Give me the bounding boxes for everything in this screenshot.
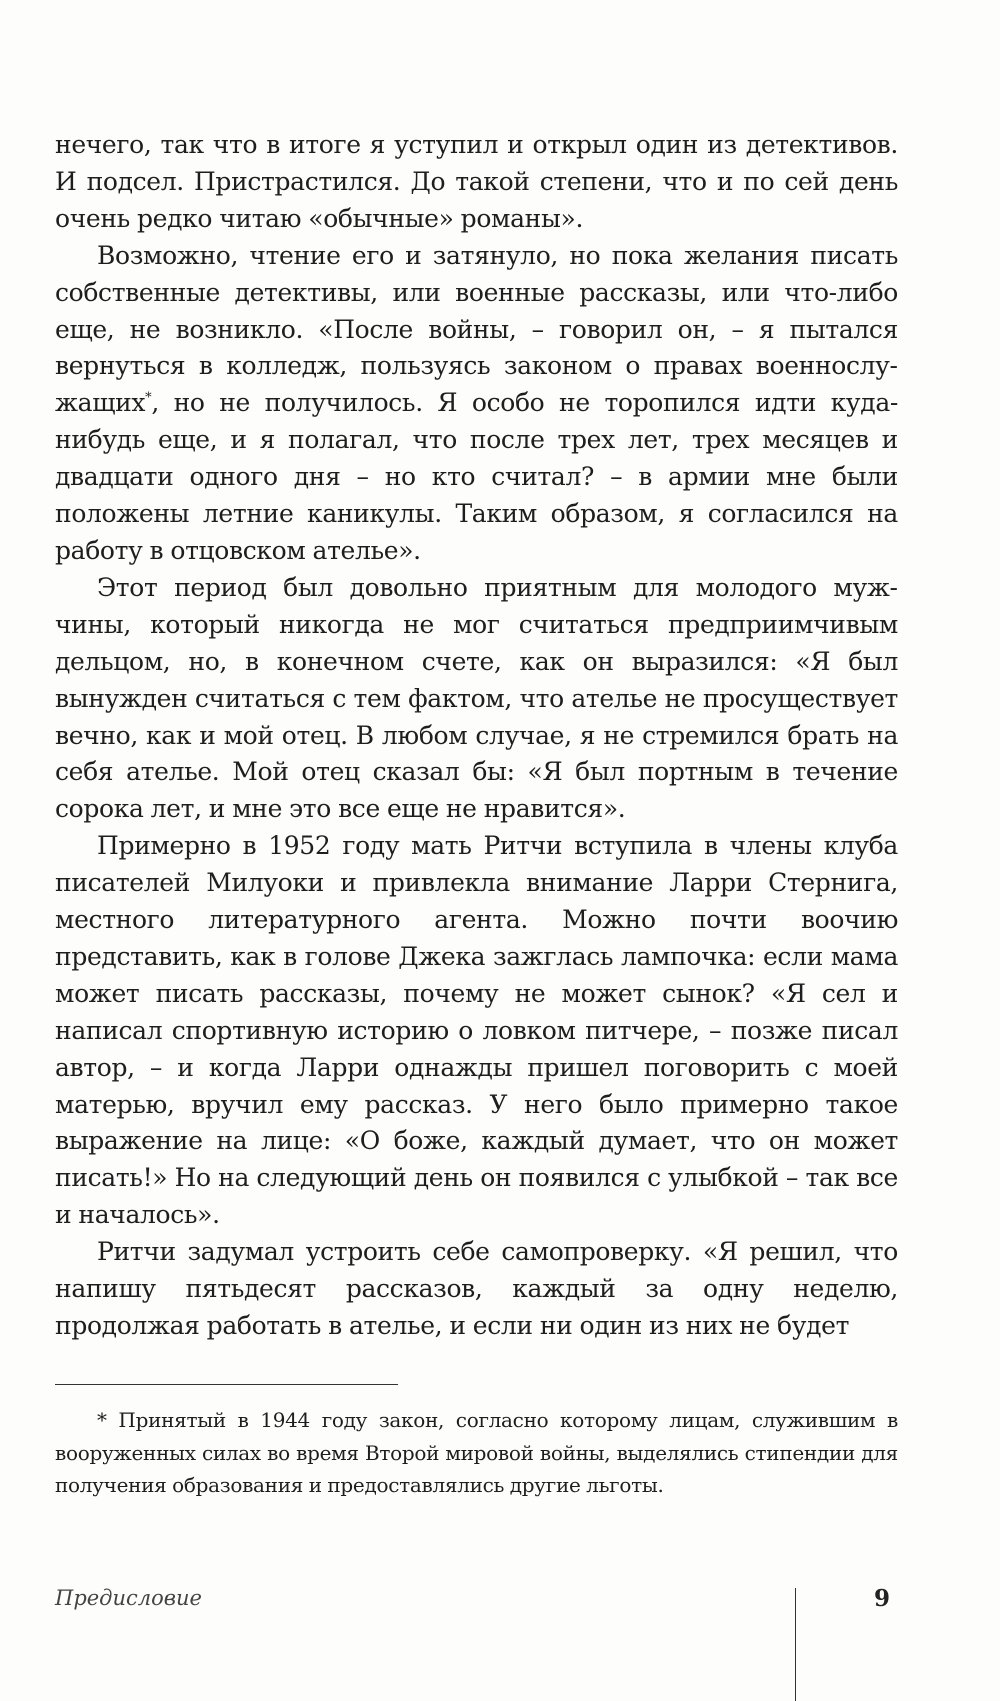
footnote-reference: *	[145, 391, 152, 407]
footnote-divider	[55, 1384, 398, 1385]
main-text	[55, 127, 898, 1345]
paragraph-2-tail: , но не получилось. Я особо не торопился идти куда-нибудь еще, и я полагал, что после трех лет, трех месяцев и двадцати одного дня – но кто считал? – в армии мне были положены летние каникулы. Таким образом, я согласился на работу в отцовском ателье».	[55, 388, 898, 565]
paragraph-1: нечего, так что в итоге я уступил и открыл один из детективов. И подсел. Пристрастился. До такой степени, что и по сей день очень редко читаю «обычные» романы».	[55, 130, 898, 233]
paragraph-5: Ритчи задумал устроить себе самопроверку. «Я решил, что напишу пятьдесят рассказов, каждый за одну неделю, продолжая работать в ателье, и если ни один из них не будет	[55, 1237, 898, 1340]
paragraph-4: Примерно в 1952 году мать Ритчи вступила в члены клуба писателей Милуоки и привлекла внимание Ларри Стернига, местного литературного агента. Можно почти воочию представить, как в голове Джека зажглась лампочка: если мама может писать рассказы, почему не может сынок? «Я сел и написал спортивную историю о ловком питчере, – позже писал автор, – и когда Ларри однажды пришел поговорить с моей матерью, вручил ему рассказ. У него было примерно такое выражение на лице: «О боже, каждый думает, что он может писать!» Но на следующий день он появился с улыбкой – так все и началось».	[55, 831, 898, 1230]
paragraph-2-text: Возможно, чтение его и затянуло, но пока желания писать собственные детективы, или военные рассказы, или что-либо еще, не возникло. «После войны, – говорил он, – я пытался вернуться в колледж, пользуясь законом о правах военнослужащих	[55, 240, 898, 418]
paragraph-3: Этот период был довольно приятным для молодого мужчины, который никогда не мог считаться предприимчивым дельцом, но, в конечном счете, как он выразился: «Я был вынужден считаться с тем фактом, что ателье не просуществует вечно, как и мой отец. В любом случае, я не стремился брать на себя ателье. Мой отец сказал бы: «Я был портным в течение сорока лет, и мне это все еще не нравится».	[55, 572, 898, 824]
page-number: 9	[873, 1585, 890, 1612]
paragraph-2	[55, 238, 898, 570]
footer-divider	[795, 1588, 796, 1701]
footnote: * Принятый в 1944 году закон, согласно которому лицам, служившим в вооруженных силах во время Второй мировой войны, выделялись стипендии для получения образования и предоставлялись другие льготы.	[55, 1408, 898, 1497]
running-title: Предисловие	[55, 1586, 202, 1610]
